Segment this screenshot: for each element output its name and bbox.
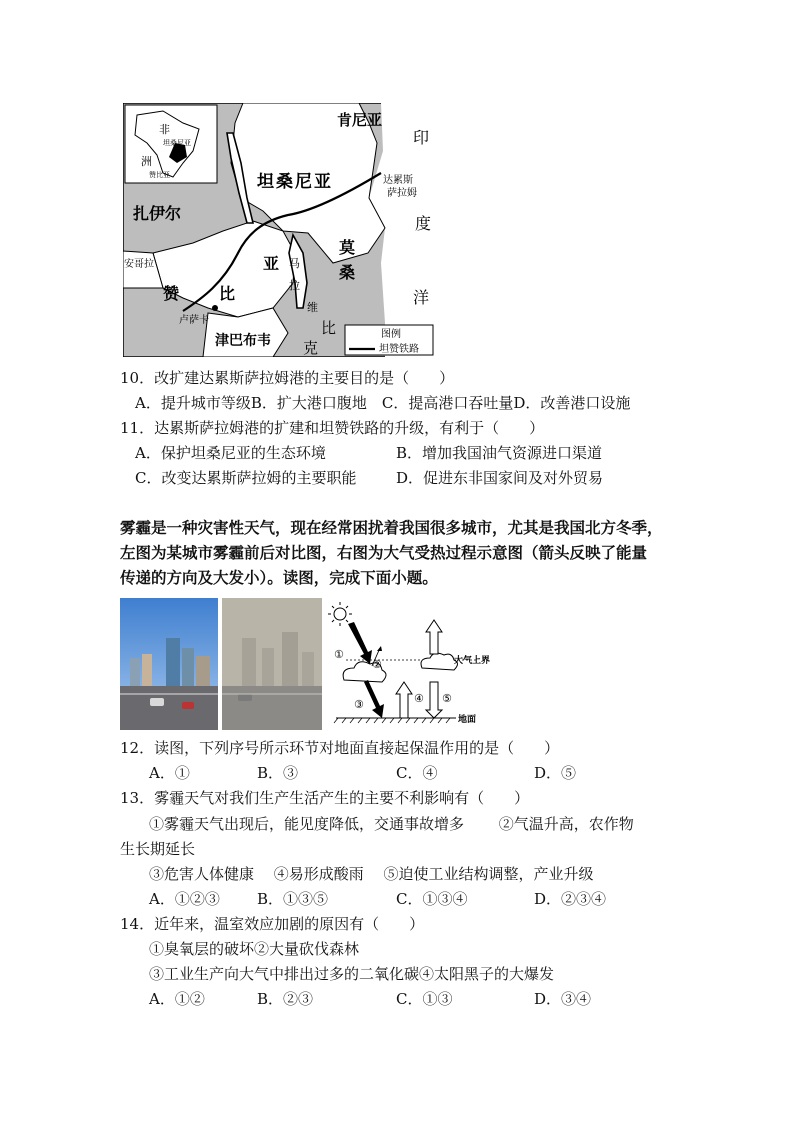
label-indian-2: 度 (415, 214, 432, 233)
diagram-num-1: ① (334, 648, 344, 661)
question-13-option-c: C．①③④ (396, 890, 468, 908)
label-lusaka: 卢萨卡 (179, 315, 209, 326)
label-angola: 安哥拉 (124, 259, 154, 270)
question-13-line-2: 生长期延长 (120, 840, 196, 858)
map-svg (123, 103, 435, 357)
question-13-option-d: D．②③④ (534, 890, 607, 908)
legend-title: 图例 (381, 329, 401, 340)
question-11: 11．达累斯萨拉姆港的扩建和坦赞铁路的升级，有利于（ ） (120, 419, 545, 437)
intro-line-3: 传递的方向及大发小）。读图，完成下面小题。 (120, 568, 438, 587)
label-kenya: 肯尼亚 (337, 111, 383, 129)
question-10-options: A．提升城市等级B．扩大港口腹地 C．提高港口吞吐量D．改善港口设施 (135, 394, 631, 412)
question-12: 12．读图，下列序号所示环节对地面直接起保温作用的是（ ） (120, 739, 560, 757)
question-12-option-a: A．① (149, 764, 190, 782)
question-14-option-b: B．②③ (257, 990, 314, 1008)
question-11-option-b: B．增加我国油气资源进口渠道 (396, 444, 603, 462)
question-13-line-1: ①雾霾天气出现后，能见度降低，交通事故增多 ②气温升高，农作物 (149, 815, 634, 833)
question-14-option-d: D．③④ (534, 990, 592, 1008)
question-13: 13．雾霾天气对我们生产生活产生的主要不利影响有（ ） (120, 789, 530, 807)
label-zaire: 扎伊尔 (133, 204, 182, 223)
question-11-option-c: C．改变达累斯萨拉姆的主要职能 (135, 469, 357, 487)
label-dar: 达累斯 (383, 175, 413, 186)
diagram-num-5: ⑤ (442, 692, 452, 705)
question-12-option-b: B．③ (257, 764, 299, 782)
diagram-num-4: ④ (414, 692, 424, 705)
inset-tanzania: 坦桑尼亚 (163, 139, 191, 147)
question-10: 10．改扩建达累斯萨拉姆港的主要目的是（ ） (120, 369, 455, 387)
question-14-option-c: C．①③ (396, 990, 453, 1008)
atmosphere-heating-diagram (326, 602, 496, 730)
question-12-option-c: C．④ (396, 764, 438, 782)
legend-label: 坦赞铁路 (379, 344, 419, 355)
label-mozambique-4: 克 (303, 339, 319, 357)
question-12-option-d: D．⑤ (534, 764, 577, 782)
inset-africa: 非 (159, 123, 170, 136)
clear-city-photo (120, 598, 218, 730)
question-13-option-a: A．①②③ (149, 890, 220, 908)
smog-city-photo (222, 598, 322, 730)
label-mozambique-3: 比 (321, 319, 337, 337)
label-tanzania: 坦桑尼亚 (257, 172, 333, 192)
question-13-line-3: ③危害人体健康 ④易形成酸雨 ⑤迫使工业结构调整，产业升级 (149, 865, 594, 883)
question-14-line-2: ③工业生产向大气中排出过多的二氧化碳④太阳黑子的大爆发 (149, 965, 555, 983)
tanzania-zambia-map (123, 103, 435, 357)
lusaka-marker (212, 305, 218, 311)
diagram-num-2: ② (372, 658, 382, 671)
label-indian-1: 印 (413, 128, 430, 147)
label-mozambique-1: 莫 (339, 238, 356, 257)
intro-line-1: 雾霾是一种灾害性天气，现在经常困扰着我国很多城市，尤其是我国北方冬季， (120, 518, 663, 537)
label-zimbabwe: 津巴布韦 (215, 333, 271, 349)
label-indian-3: 洋 (413, 288, 430, 307)
question-14-option-a: A．①② (149, 990, 205, 1008)
diagram-top-label: 大气上界 (454, 656, 491, 666)
label-salaam: 萨拉姆 (387, 188, 417, 199)
inset-continent: 洲 (141, 155, 152, 168)
sun-icon (328, 602, 352, 626)
question-14: 14．近年来，温室效应加剧的原因有（ ） (120, 915, 425, 933)
question-11-option-a: A．保护坦桑尼亚的生态环境 (135, 444, 326, 462)
label-zambia-3: 比 (219, 284, 236, 303)
label-zambia-1: 赞 (163, 284, 180, 303)
question-14-line-1: ①臭氧层的破坏②大量砍伐森林 (149, 940, 360, 958)
label-malawi-1: 马 (289, 257, 300, 270)
label-mozambique-2: 桑 (339, 263, 356, 282)
label-zambia-2: 亚 (263, 254, 280, 273)
inset-zambia: 赞比亚 (149, 171, 170, 179)
diagram-ground-label: 地面 (458, 715, 477, 725)
intro-line-2: 左图为某城市雾霾前后对比图，右图为大气受热过程示意图（箭头反映了能量 (120, 543, 648, 562)
question-13-option-b: B．①③⑤ (257, 890, 329, 908)
question-11-option-d: D．促进东非国家间及对外贸易 (396, 469, 604, 487)
diagram-num-3: ③ (354, 698, 364, 711)
label-malawi-3: 维 (307, 301, 318, 314)
label-malawi-2: 拉 (289, 279, 300, 292)
